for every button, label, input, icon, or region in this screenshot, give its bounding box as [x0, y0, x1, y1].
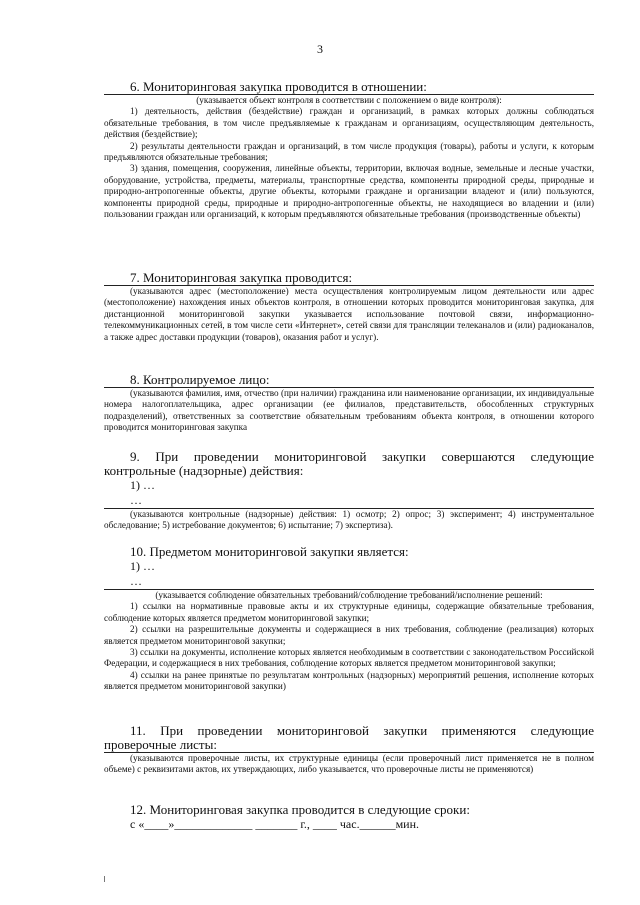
- section-12-title: 12. Мониторинговая закупка проводится в следующие сроки:: [130, 802, 470, 817]
- section-10-title: 10. Предметом мониторинговой закупки является:: [130, 544, 409, 559]
- section-7: [104, 271, 594, 343]
- section-11: [104, 724, 594, 776]
- section-7-hint: (указываются адрес (местоположение) места осуществления контролируемым лицом деятельности или адрес (местоположение) нахождения иных объектов контроля, в отношении которых проводится мониторинговая закупка, для дистанционной мониторинговой закупки указывается использование почтовой связи, информационно-телекоммуникационных сетей, в том числе сети «Интернет», сетей связи для трансляции телеканалов и (или) радиоканалов, а также адрес доставки продукции (товаров), оказания работ и услуг).: [104, 286, 594, 342]
- section-9-title: 9. При проведении мониторинговой закупки совершаются следующие контрольные (надзорные) действия:: [104, 449, 594, 478]
- section-10: [104, 545, 594, 693]
- page-number: 3: [317, 42, 323, 56]
- section-10-item: 3) ссылки на документы, исполнение которых является необходимым в соответствии с законодательством Российской Федерации, и содержащиеся в них требования, соблюдение которых является предметом мониторинговой закупки;: [104, 647, 594, 669]
- section-10-item: 4) ссылки на ранее принятые по результатам контрольных (надзорных) мероприятий решения, исполнение которых является предметом мониторинговой закупки): [104, 669, 594, 692]
- section-6-hint: (указывается объект контроля в соответствии с положением о виде контроля):: [196, 95, 502, 105]
- section-10-hint: (указывается соблюдение обязательных требований/соблюдение требований/исполнение решений:: [155, 590, 543, 600]
- section-11-hint: (указываются проверочные листы, их структурные единицы (если проверочный лист применяется не в полном объеме) с реквизитами актов, их утверждающих, либо указывается, что проверочные листы не применяются): [104, 753, 594, 775]
- section-7-title: 7. Мониторинговая закупка проводится:: [104, 271, 594, 286]
- section-11-title: 11. При проведении мониторинговой закупки применяются следующие проверочные листы:: [104, 723, 594, 752]
- section-9-fill: 1) …: [130, 478, 155, 492]
- date-time-line: с «____»_____________ _______ г., ____ час.______мин.: [130, 817, 420, 831]
- section-6: [104, 80, 594, 220]
- section-9-hint: (указываются контрольные (надзорные) действия: 1) осмотр; 2) опрос; 3) эксперимент; 4) инструментальное обследование; 5) истребование документов; 6) испытание; 7) экспертиза).: [104, 509, 594, 531]
- section-6-item: 3) здания, помещения, сооружения, линейные объекты, территории, включая водные, земельные и лесные участки, оборудование, устройства, предметы, материалы, транспортные средства, компоненты природной среды, природные и природно-антропогенные объекты, другие объекты, которыми граждане и организации владеют и (или) пользуются, компоненты природной среды, природные и природно-антропогенные объекты, не находящиеся во владении и (или) пользовании граждан или организаций, к которым предъявляются обязательные требования (производственные объекты): [104, 163, 594, 220]
- section-10-fill: …: [104, 574, 594, 590]
- section-8-title: 8. Контролируемое лицо:: [104, 373, 594, 388]
- section-9-fill: …: [104, 493, 594, 509]
- section-10-item: 2) ссылки на разрешительные документы и содержащиеся в них требования, соблюдение (реализация) которых является предметом мониторинговой закупки;: [104, 624, 594, 646]
- section-10-item: 1) ссылки на нормативные правовые акты и их структурные единицы, содержащие обязательные требования, соблюдение которых является предметом мониторинговой закупки;: [104, 601, 594, 623]
- section-6-item: 1) деятельность, действия (бездействие) граждан и организаций, в рамках которых должны соблюдаться обязательные требования, в том числе предъявляемые к гражданам и организациям, осуществляющим деятельность, действия (бездействие);: [104, 106, 594, 140]
- section-10-fill: 1) …: [130, 559, 155, 573]
- section-12: [104, 803, 594, 832]
- section-9: [104, 450, 594, 532]
- section-8: [104, 373, 594, 434]
- corner-mark: [104, 876, 115, 882]
- section-6-item: 2) результаты деятельности граждан и организаций, в том числе продукция (товары), работы и услуги, к которым предъявляются обязательные требования;: [104, 140, 594, 163]
- section-6-title: 6. Мониторинговая закупка проводится в отношении:: [104, 80, 594, 95]
- section-8-hint: (указываются фамилия, имя, отчество (при наличии) гражданина или наименование организации, их индивидуальные номера налогоплательщика, адрес организации (ее филиалов, представительств, обособленных структурных подразделений), ответственных за соответствие обязательным требованиям объекта контроля, в отношении которого проводится мониторинговая закупка: [104, 388, 594, 433]
